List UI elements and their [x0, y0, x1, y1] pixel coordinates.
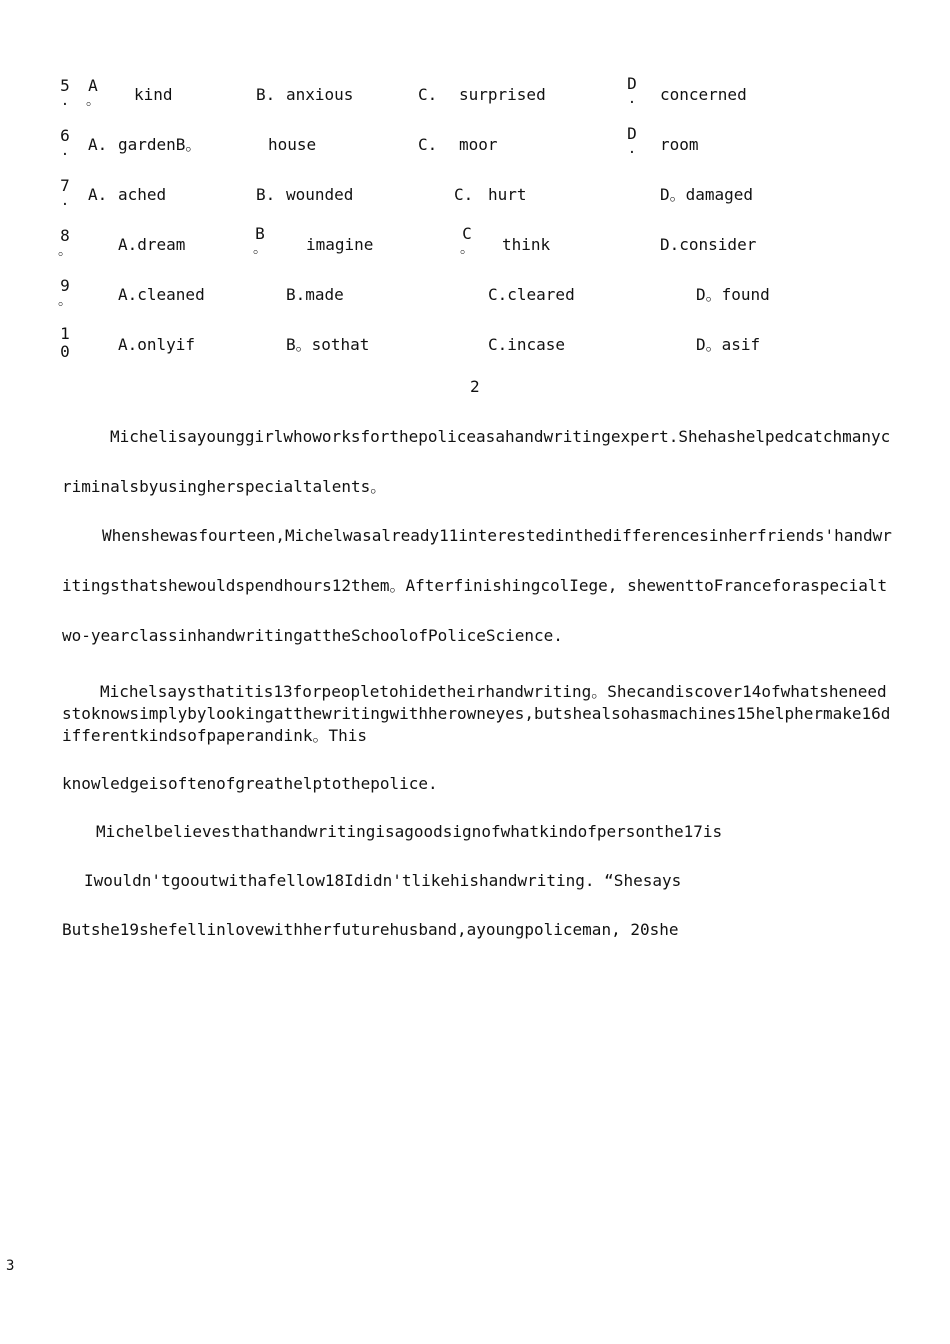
- passage-p5-line1: Iwouldn'tgooutwithafellow18Ididn'tlikehishandwriting. “Shesays: [84, 871, 682, 890]
- option-c-text: think: [502, 235, 551, 254]
- option-d-letter: [625, 122, 639, 156]
- option-d-text: D。damaged: [660, 185, 754, 204]
- option-b-text: house: [268, 135, 317, 154]
- option-d-letter: [625, 72, 639, 106]
- passage-p1-line2: riminalsbyusingherspecialtalents。: [62, 477, 387, 496]
- option-letter-mark: 。: [253, 241, 267, 257]
- number-mark: 。: [58, 293, 72, 309]
- question-number: [58, 322, 72, 358]
- number-digit: 9: [60, 276, 70, 295]
- option-c-letter: C.: [454, 185, 474, 204]
- number-digit: 6: [60, 126, 70, 145]
- option-c-text: moor: [459, 135, 498, 154]
- option-d-text: D。asif: [696, 335, 761, 354]
- number-mark: .: [60, 143, 70, 159]
- option-letter-char: D: [627, 74, 637, 93]
- question-number: [58, 224, 72, 258]
- page-number: 3: [6, 1258, 15, 1274]
- option-b-text: imagine: [306, 235, 374, 254]
- question-number: [58, 124, 72, 158]
- number-digit: 7: [60, 176, 70, 195]
- number-mark: .: [60, 93, 70, 109]
- option-a-text: A.onlyif: [118, 335, 196, 354]
- option-c-text: surprised: [459, 85, 546, 104]
- option-c-letter: C.: [418, 135, 438, 154]
- question-number: [58, 74, 72, 108]
- section-number: 2: [470, 377, 480, 396]
- option-c-text: hurt: [488, 185, 527, 204]
- option-a-text: kind: [134, 85, 173, 104]
- option-d-text: D.consider: [660, 235, 757, 254]
- option-letter-char: C: [462, 224, 472, 243]
- option-a-text: gardenB。: [118, 135, 202, 154]
- option-a-text: A.cleaned: [118, 285, 205, 304]
- question-number: [58, 174, 72, 208]
- passage-p3-line4: knowledgeisoftenofgreathelptothepolice.: [62, 774, 438, 793]
- number-digit: 1: [60, 324, 70, 343]
- number-mark: 。: [58, 243, 72, 259]
- option-letter-mark: 。: [86, 93, 100, 109]
- question-number: [58, 274, 72, 308]
- option-a-text: ached: [118, 185, 167, 204]
- option-b-letter: B.: [256, 85, 276, 104]
- passage-p3-line2: stoknowsimplybylookingatthewritingwithherowneyes,butshealsohasmachines15helphermake16d: [62, 704, 891, 723]
- option-a-letter: A.: [88, 185, 108, 204]
- passage-p3-line3: ifferentkindsofpaperandink。This: [62, 726, 367, 745]
- option-letter-char: D: [627, 124, 637, 143]
- option-c-text: C.cleared: [488, 285, 575, 304]
- passage-p6-line1: Butshe19shefellinlovewithherfuturehusband,ayoungpoliceman, 20she: [62, 920, 679, 939]
- option-b-text: anxious: [286, 85, 354, 104]
- option-b-text: wounded: [286, 185, 354, 204]
- option-d-text: concerned: [660, 85, 747, 104]
- number-digit: 8: [60, 226, 70, 245]
- passage-p2-line3: wo-yearclassinhandwritingattheSchoolofPoliceScience.: [62, 626, 563, 645]
- option-a-letter: A.: [88, 135, 108, 154]
- option-c-letter: [460, 222, 474, 256]
- option-d-text: D。found: [696, 285, 770, 304]
- option-c-letter: C.: [418, 85, 438, 104]
- option-b-letter: [253, 222, 267, 256]
- number-mark: .: [60, 193, 70, 209]
- passage-p2-line1: Whenshewasfourteen,Michelwasalready11interestedinthedifferencesinherfriends'handwr: [102, 526, 892, 545]
- option-c-text: C.incase: [488, 335, 566, 354]
- option-b-letter: B.: [256, 185, 276, 204]
- passage-p2-line2: itingsthatshewouldspendhours12them。AfterfinishingcolIege, shewenttoFranceforaspecialt: [62, 576, 888, 595]
- option-letter-mark: .: [627, 91, 637, 107]
- option-d-text: room: [660, 135, 699, 154]
- option-letter-char: B: [255, 224, 265, 243]
- option-a-text: A.dream: [118, 235, 186, 254]
- number-mark: 0: [60, 342, 70, 358]
- passage-p3-line1: Michelsaysthatitis13forpeopletohidetheirhandwriting。Shecandiscover14ofwhatsheneed: [100, 682, 887, 701]
- option-letter-char: A: [88, 76, 98, 95]
- option-letter-mark: 。: [460, 241, 474, 257]
- option-letter: [86, 74, 100, 108]
- number-digit: 5: [60, 76, 70, 95]
- option-b-text: B。sothat: [286, 335, 370, 354]
- passage-p4-line1: Michelbelievesthathandwritingisagoodsignofwhatkindofpersonthe17is: [96, 822, 723, 841]
- option-letter-mark: .: [627, 141, 637, 157]
- passage-p1-line1: Michelisayounggirlwhoworksforthepoliceasahandwritingexpert.Shehashelpedcatchmanyc: [110, 427, 891, 446]
- option-b-text: B.made: [286, 285, 344, 304]
